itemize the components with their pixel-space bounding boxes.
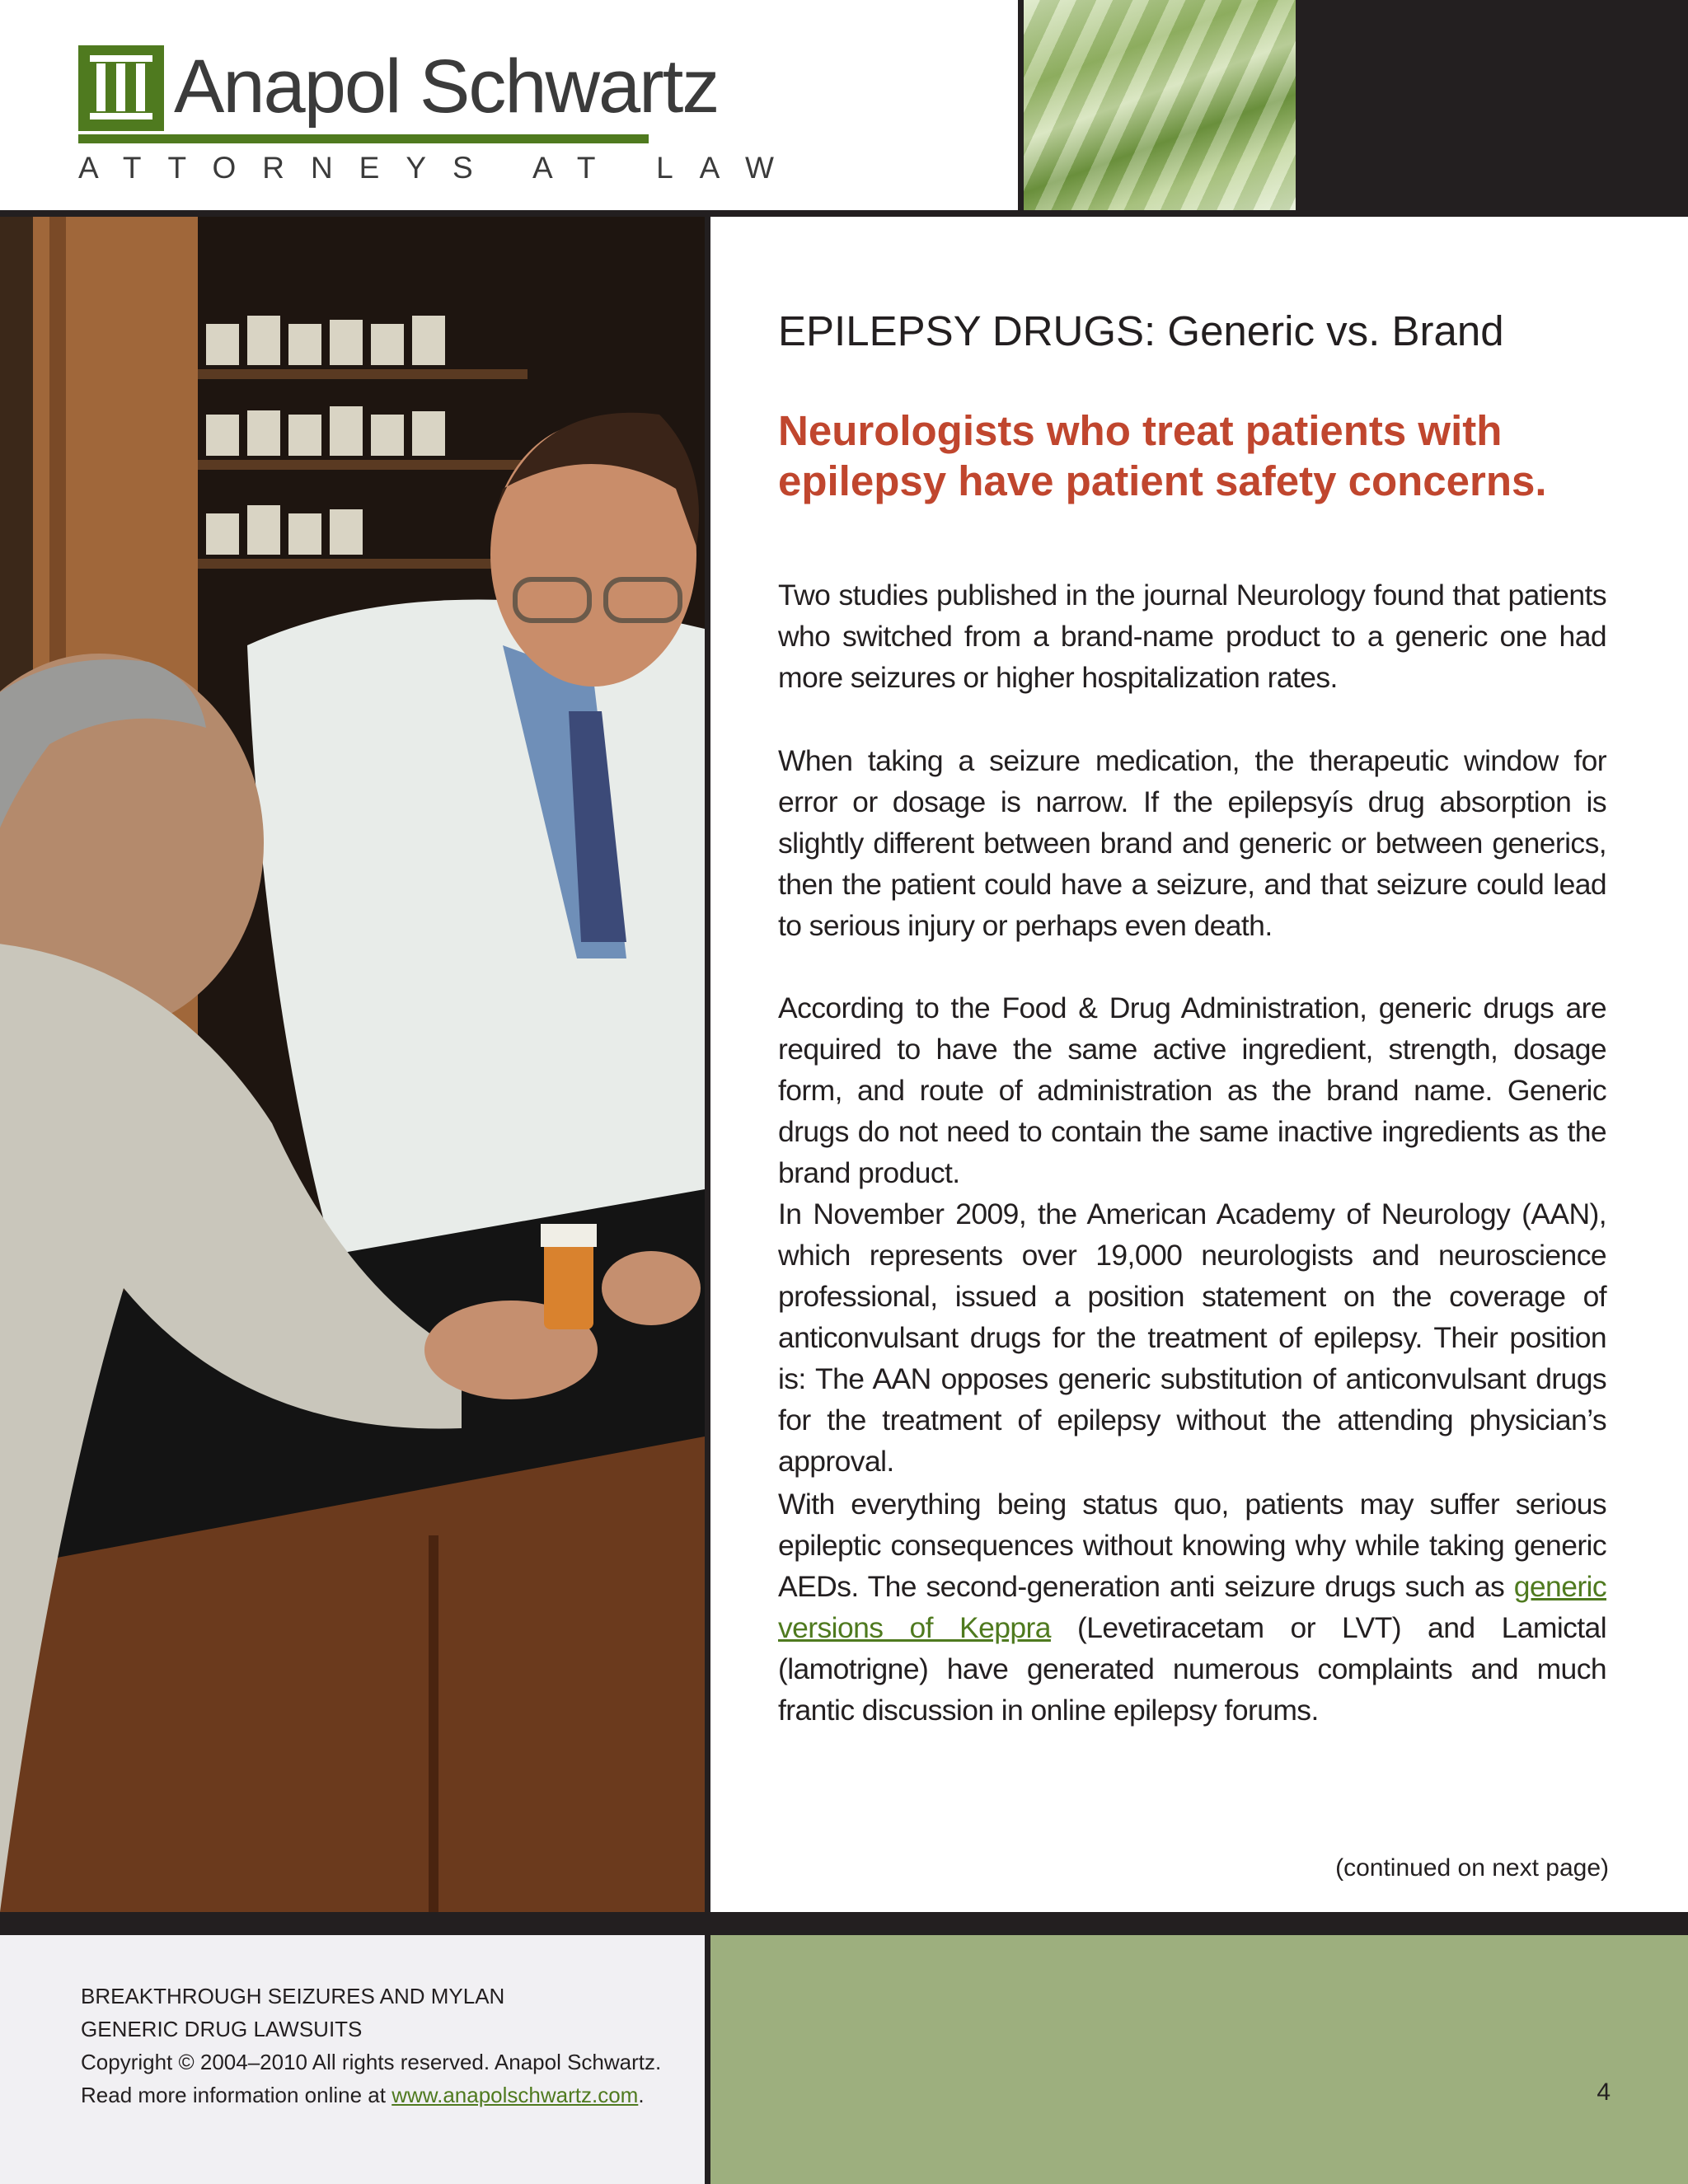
footer-rule	[0, 1912, 1688, 1935]
pillar-logo-icon	[78, 45, 164, 131]
footer-green-panel	[710, 1935, 1688, 2184]
page-number: 4	[1597, 2079, 1611, 2106]
footer-website-prefix: Read more information online at	[81, 2083, 392, 2107]
paragraph-3: According to the Food & Drug Administration, generic drugs are required to have the same active ingredient, strength, dosage form, and route of administration as the brand name. Generic drugs do not need to contain the same inactive ingredients as the brand product.	[778, 991, 1606, 1189]
article-subtitle: Neurologists who treat patients with epilepsy have patient safety concerns.	[778, 407, 1547, 504]
paragraph-5	[778, 1483, 1606, 1731]
paragraph-2: When taking a seizure medication, the therapeutic window for error or dosage is narrow. If the epilepsyís drug absorption is slightly different between brand and generic or between generics, then the patient could have a seizure, and that seizure could lead to serious injury or perhaps even death.	[778, 744, 1606, 942]
keppra-generic-link[interactable]: generic versions of Keppra	[778, 1570, 1606, 1644]
logo-name: Anapol Schwartz	[174, 45, 719, 129]
paragraph-5-text-after: (Levetiracetam or LVT) and Lamictal (lamotrigne) have generated numerous complaints and much frantic discussion in online epilepsy forums.	[778, 1611, 1606, 1727]
logo-rule	[78, 134, 649, 143]
paragraph-4: In November 2009, the American Academy of Neurology (AAN), which represents over 19,000 neurologists and neuroscience professional, issued a position statement on the coverage of anticonvulsant drugs for the treatment of epilepsy. Their position is: The AAN opposes generic substitution of anticonvulsant drugs for the treatment of epilepsy without the attending physician’s approval.	[778, 1197, 1606, 1478]
footer-divider	[705, 1935, 710, 2184]
header-black-block	[1296, 0, 1688, 213]
page-header	[0, 0, 1688, 213]
logo-tagline: ATTORNEYS AT LAW	[78, 151, 800, 185]
footer-copyright: Copyright © 2004–2010 All rights reserved. Anapol Schwartz.	[81, 2050, 662, 2074]
column-divider	[705, 217, 710, 1912]
article-title: EPILEPSY DRUGS: Generic vs. Brand	[778, 307, 1504, 354]
continued-note: (continued on next page)	[1335, 1854, 1609, 1882]
pharmacy-photo	[0, 217, 705, 1912]
header-rule	[0, 210, 1688, 217]
footer-title-line-2: GENERIC DRUG LAWSUITS	[81, 2017, 363, 2041]
header-decorative-image	[1024, 0, 1296, 213]
paragraph-5-text-before: With everything being status quo, patients may suffer serious epileptic consequences without knowing why while taking generic AEDs. The second-generation anti seizure drugs such as	[778, 1488, 1606, 1603]
header-divider	[1018, 0, 1024, 213]
footer-website-line	[81, 2079, 645, 2111]
footer-title-line-1: BREAKTHROUGH SEIZURES AND MYLAN	[81, 1984, 505, 2008]
paragraph-1: Two studies published in the journal Neurology found that patients who switched from a brand-name product to a generic one had more seizures or higher hospitalization rates.	[778, 579, 1606, 694]
firm-logo[interactable]	[78, 45, 800, 185]
footer-website-suffix: .	[638, 2083, 645, 2107]
website-link[interactable]: www.anapolschwartz.com	[392, 2083, 639, 2107]
